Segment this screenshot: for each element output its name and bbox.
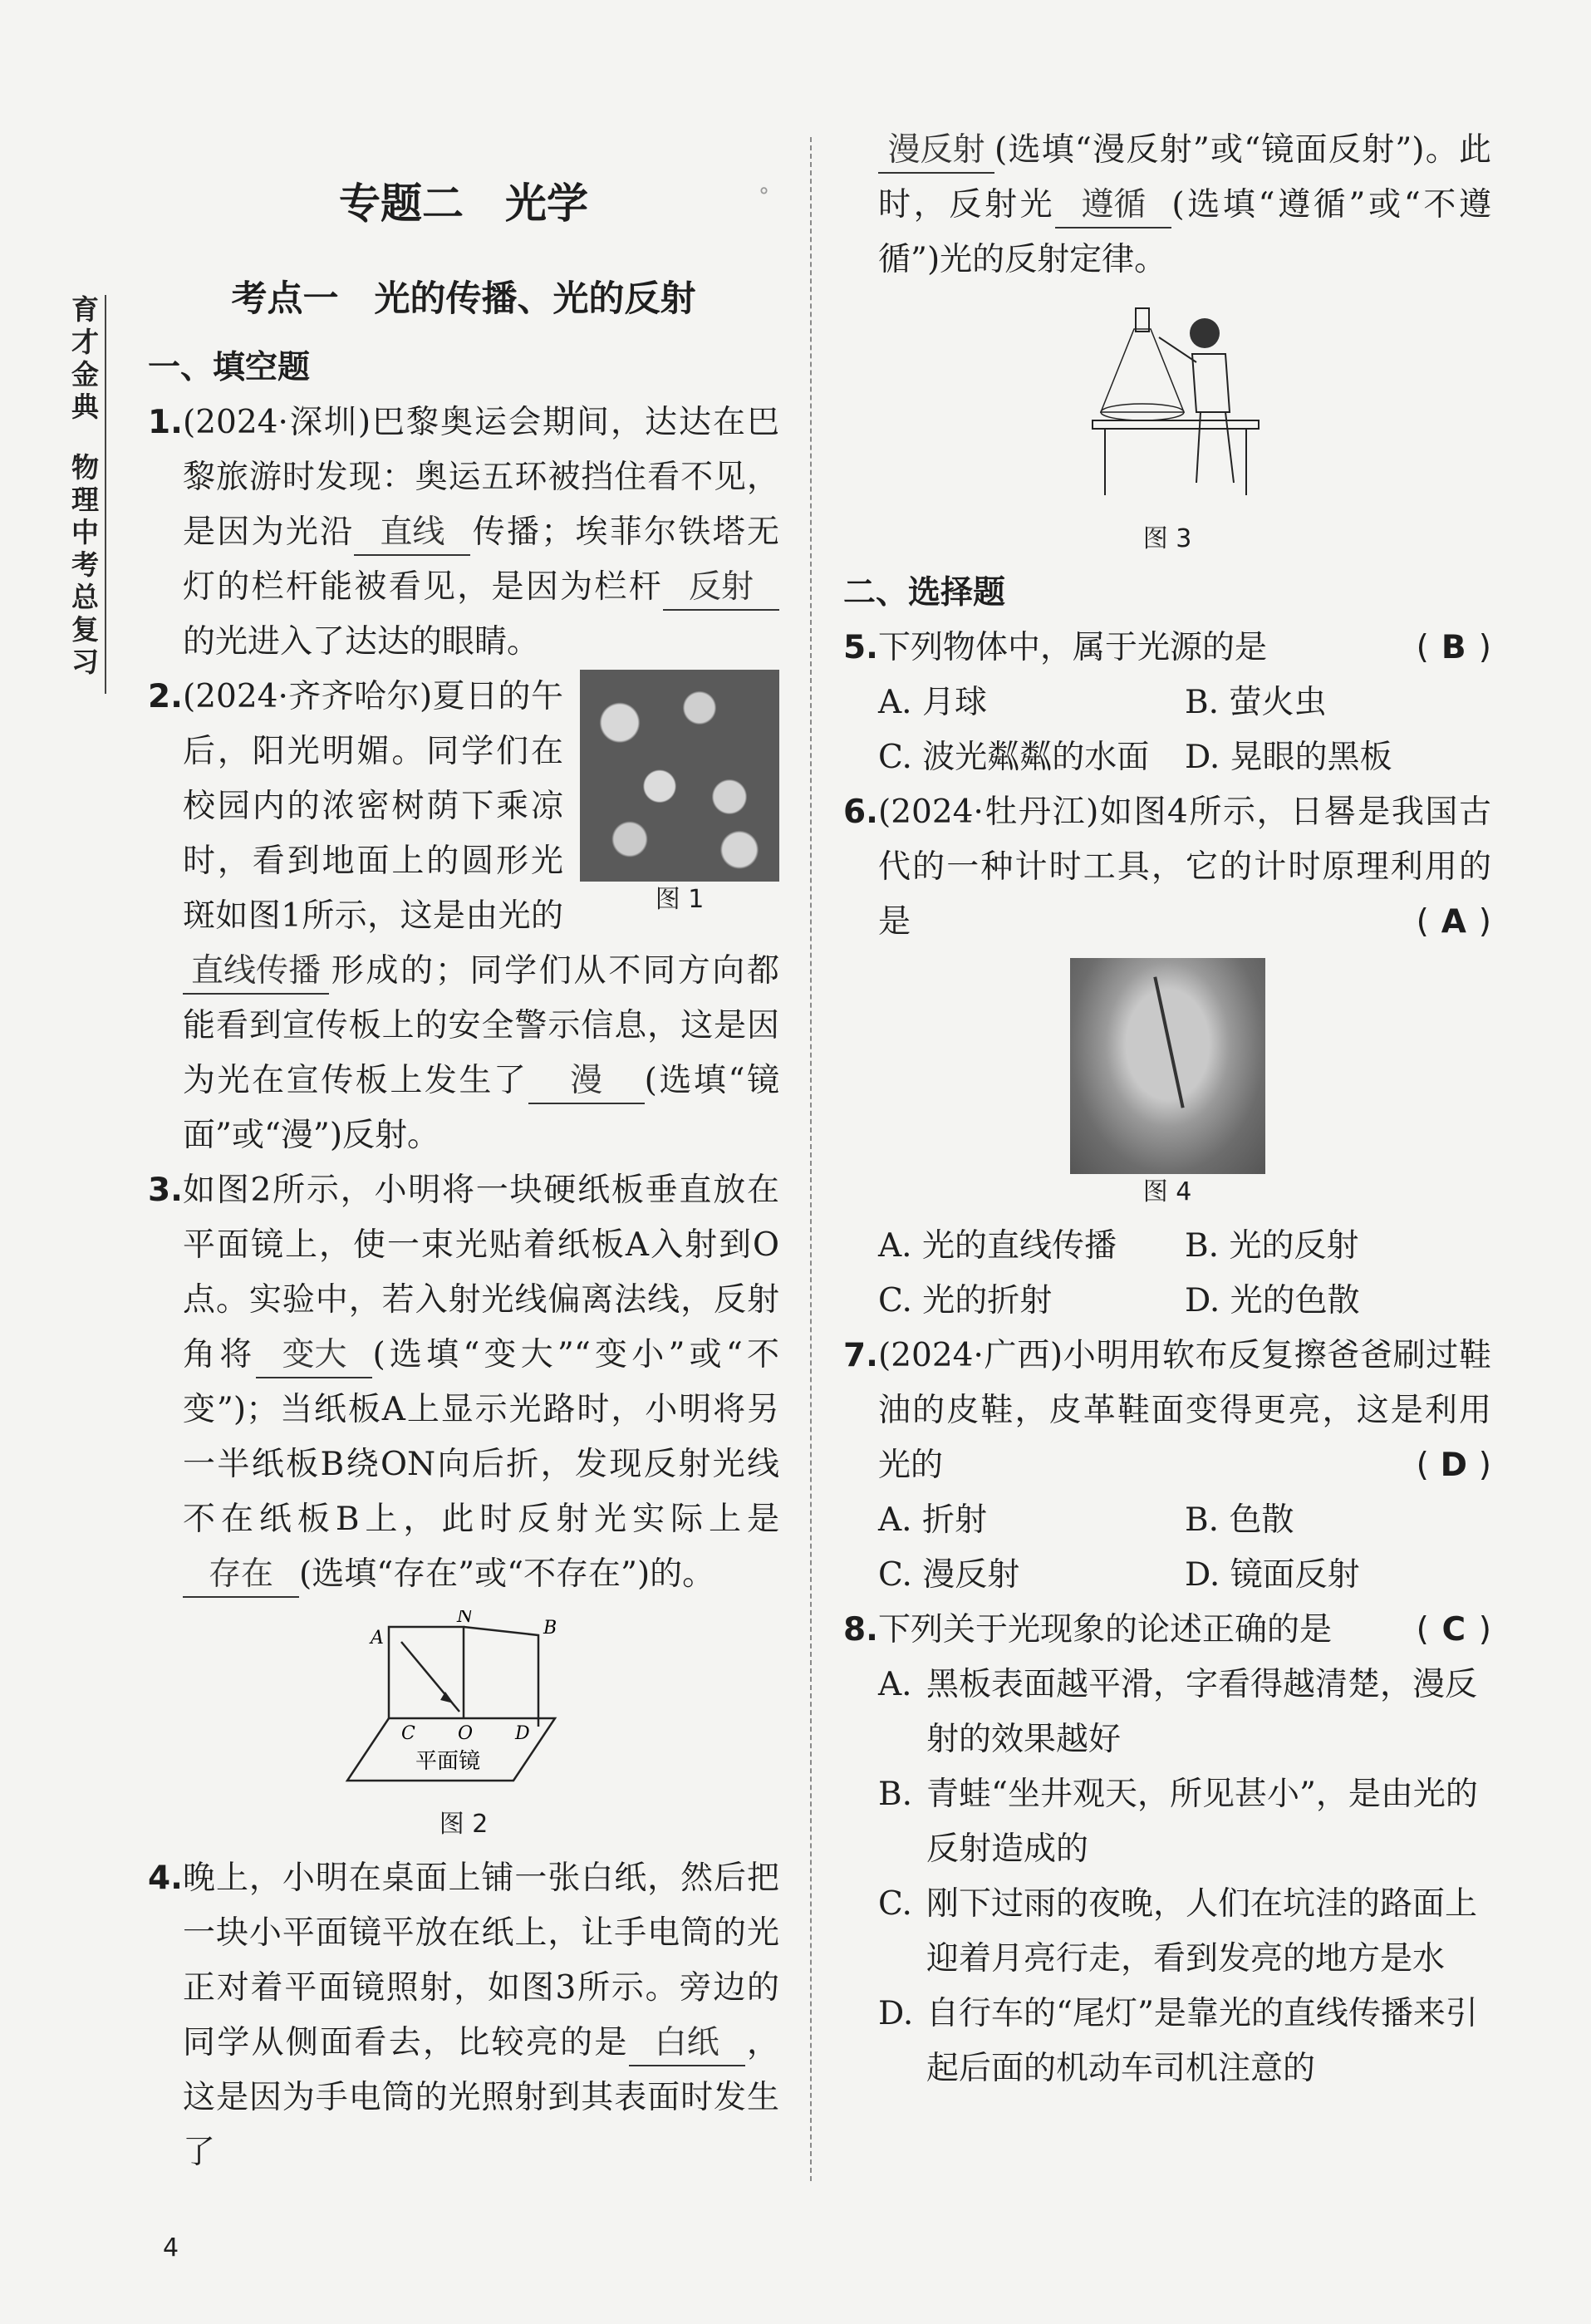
spine-book: 物理中考总复习 [67,453,100,680]
option-label: B. [878,1776,913,1813]
section-heading-choice: 二、选择题 [843,574,1006,612]
question-number: 2. [148,678,183,715]
question-text: (选填“镜面”或“漫”)反射。 [183,1062,779,1154]
option: D. 光的色散 [1185,1282,1360,1319]
question-text: (选填“漫反射”或“镜面反射”)。此时，反射光 [878,131,1491,224]
question-text: 形成的；同学们从不同方向都能看到宣传板上的安全警示信息，这是因为光在宣传板上发生了 [183,952,779,1099]
answer-bracket: ( C ) [1417,1603,1491,1658]
question-text: 的光进入了达达的眼睛。 [183,623,540,661]
question-number: 7. [843,1337,878,1374]
option [878,1767,1491,1877]
question-text: ，这是因为手电筒的光照射到其表面时发生了 [183,2024,779,2171]
question-text: (选填“存在”或“不存在”)的。 [299,1555,715,1593]
question-number: 8. [843,1611,878,1648]
answer-bracket: ( A ) [1417,895,1491,950]
answer-blank: 直线 [354,511,470,556]
right-column [843,123,1491,2096]
question-number: 6. [843,794,878,831]
question-text: 如图2所示，小明将一块硬纸板垂直放在平面镜上，使一束光贴着纸板A入射到O点。实验中，若入射光线偏离法线，反射角将 [183,1172,779,1373]
option: B. 萤火虫 [1185,684,1327,721]
label-B: B [543,1618,557,1639]
question-2 [148,670,779,1163]
option-text: 青蛙“坐井观天，所见甚小”，是由光的反射造成的 [926,1776,1478,1868]
figure-caption: 图 4 [1142,1177,1192,1206]
question-text: 下列物体中，属于光源的是 [878,629,1268,666]
question-text: 晚上，小明在桌面上铺一张白纸，然后把一块小平面镜平放在纸上，让手电筒的光正对着平面镜照射，如图3所示。旁边的同学从侧面看去，比较亮的是 [183,1860,779,2061]
question-1 [148,396,779,670]
answer-blank: 白纸 [629,2022,745,2066]
option-label: D. [878,1995,914,2032]
figure-caption: 图 1 [655,885,705,914]
answer-blank: 反射 [663,566,779,611]
decoration-mark: ° [759,184,769,209]
figure-1-photo [580,670,779,882]
figure-caption: 图 2 [439,1810,489,1839]
option [878,1987,1491,2096]
option-label: A. [878,1666,912,1703]
option-label: C. [878,1885,912,1923]
page-title: 专题二 光学 [339,179,588,228]
answer-letter: C [1441,1611,1466,1648]
question-4 [148,1851,779,2180]
figure-caption: 图 3 [1142,524,1192,553]
question-6 [843,785,1491,950]
answer-blank: 漫反射 [878,129,994,174]
column-divider [810,137,812,2181]
option: D. 镜面反射 [1185,1556,1360,1594]
answer-blank: 存在 [183,1553,299,1598]
spine-label [65,295,101,680]
question-8 [843,1603,1491,1658]
question-text: (2024·深圳)巴黎奥运会期间，达达在巴黎旅游时发现：奥运五环被挡住看不见，是因为光沿 [183,404,779,551]
mirror-diagram [339,1610,588,1789]
label-N: N [457,1610,474,1627]
answer-blank: 直线传播 [183,950,329,995]
question-text: (2024·齐齐哈尔)夏日的午后，阳光明媚。同学们在校园内的浓密树荫下乘凉时，看到地面上的圆形光斑如图1所示，这是由光的 [183,678,563,935]
answer-blank: 漫 [528,1059,645,1104]
label-A: A [371,1628,384,1648]
answer-bracket: ( B ) [1417,621,1491,676]
flashlight-illustration [1059,296,1275,504]
question-number: 5. [843,629,878,666]
options-q6 [843,1219,1491,1329]
left-column [148,158,779,2180]
options-q8 [843,1658,1491,2096]
option: A. 月球 [878,684,987,721]
section-heading-fill: 一、填空题 [148,349,311,386]
page-number: 4 [163,2233,179,2263]
option: B. 色散 [1185,1501,1294,1539]
option [878,1877,1491,1987]
question-text: (2024·牡丹江)如图4所示，日晷是我国古代的一种计时工具，它的计时原理利用的是 [878,794,1491,941]
question-4-continued [843,123,1491,287]
figure-4 [843,958,1491,1211]
label-mirror: 平面镜 [415,1749,481,1774]
option: C. 波光粼粼的水面 [878,739,1150,776]
label-D: D [515,1723,530,1744]
option: A. 折射 [878,1501,987,1539]
option: B. 光的反射 [1185,1227,1359,1265]
option: C. 光的折射 [878,1282,1053,1319]
option-text: 黑板表面越平滑，字看得越清楚，漫反射的效果越好 [926,1666,1478,1758]
options-q5 [843,676,1491,785]
question-number: 3. [148,1172,183,1209]
question-number: 1. [148,404,183,441]
answer-blank: 变大 [256,1334,372,1378]
option-text: 自行车的“尾灯”是靠光的直线传播来引起后面的机动车司机注意的 [926,1995,1478,2087]
figure-3 [843,296,1491,558]
option: A. 光的直线传播 [878,1227,1117,1265]
option: C. 漫反射 [878,1556,1020,1594]
question-text: 传播；埃菲尔铁塔无灯的栏杆能被看见，是因为栏杆 [183,513,779,606]
figure-2 [148,1610,779,1843]
spine-series: 育才金典 [67,295,100,425]
question-text: 下列关于光现象的论述正确的是 [878,1611,1333,1648]
question-3 [148,1163,779,1602]
section-subtitle: 考点一 光的传播、光的反射 [231,278,696,320]
answer-bracket: ( D ) [1417,1438,1491,1493]
sundial-photo [1070,958,1265,1174]
answer-letter: D [1440,1447,1467,1484]
label-O: O [458,1723,474,1744]
answer-blank: 遵循 [1055,184,1171,228]
option: D. 晃眼的黑板 [1185,739,1392,776]
question-number: 4. [148,1860,183,1897]
question-text: (选填“变大”“变小”或“不变”)；当纸板A上显示光路时，小明将另一半纸板B绕ON向后折，发现反射光线不在纸板B上，此时反射光实际上是 [183,1336,779,1538]
question-text: (2024·广西)小明用软布反复擦爸爸刷过鞋油的皮鞋，皮革鞋面变得更亮，这是利用光的 [878,1337,1491,1484]
question-7 [843,1329,1491,1493]
answer-letter: A [1441,903,1466,941]
options-q7 [843,1493,1491,1603]
option-text: 刚下过雨的夜晚，人们在坑洼的路面上迎着月亮行走，看到发亮的地方是水 [926,1885,1478,1978]
option [878,1658,1491,1767]
figure-1 [580,670,779,918]
answer-letter: B [1441,629,1466,666]
label-C: C [401,1723,415,1744]
question-text: (选填“遵循”或“不遵循”)光的反射定律。 [878,186,1491,278]
question-5 [843,621,1491,676]
spine-rule [105,295,106,694]
